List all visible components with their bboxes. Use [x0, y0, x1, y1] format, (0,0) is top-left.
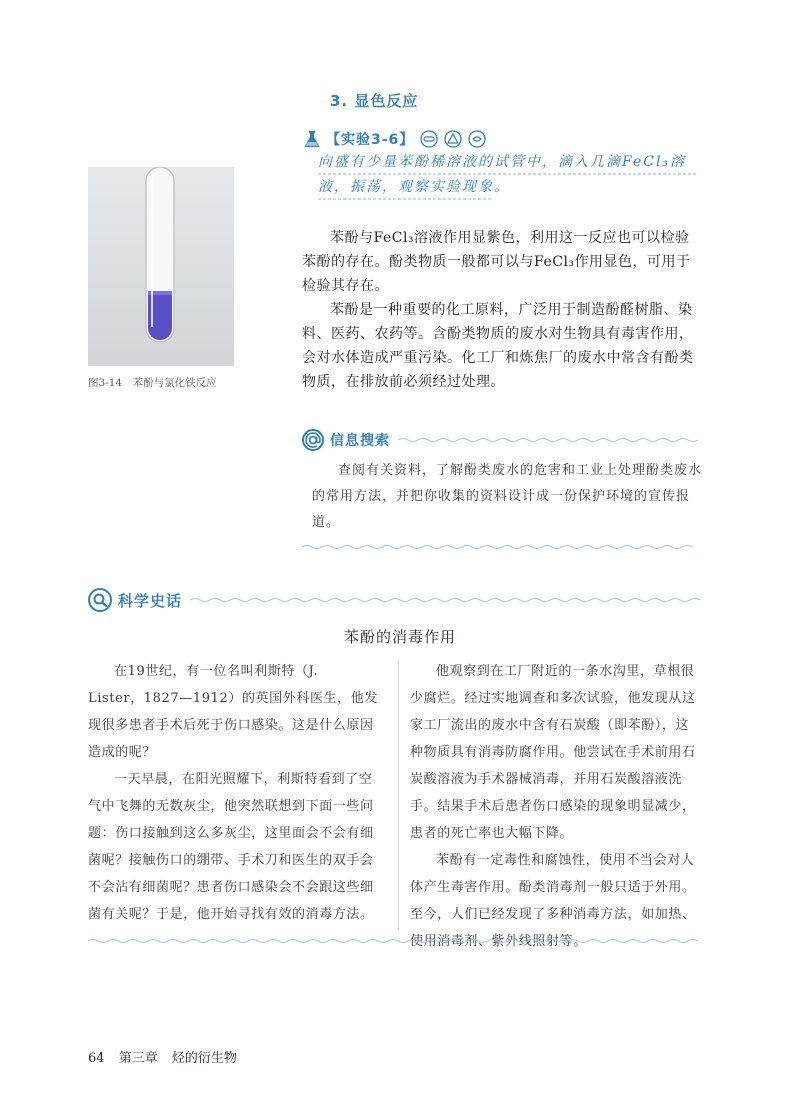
section-title: 3. 显色反应	[330, 92, 419, 110]
info-search-header	[302, 428, 698, 452]
experiment-instruction: 向盛有少量苯酚稀溶液的试管中，滴入几滴FeCl₃溶液，振荡，观察实验现象。	[318, 154, 687, 195]
history-left-paragraph-1: 在19世纪，有一位名叫利斯特（J. Lister，1827—1912）的英国外科医生，他发现很多患者手术后死于伤口感染。这是什么原因造成的呢？	[88, 664, 378, 760]
test-tube-photo	[88, 167, 234, 366]
chapter-number: 第三章	[118, 1051, 158, 1066]
experiment-underline-1	[318, 172, 698, 176]
figure-caption: 图3-14 苯酚与氯化铁反应	[88, 377, 217, 389]
info-search-text: 查阅有关资料，了解酚类废水的危害和工业上处理酚类废水的常用方法，并把你收集的资料设计成一份保护环境的宣传报道。	[312, 463, 703, 530]
info-search-bottom-rule	[302, 544, 692, 550]
page-number: 64	[88, 1051, 105, 1066]
page-footer	[88, 1047, 247, 1066]
science-history-header	[88, 587, 700, 613]
history-left-column	[88, 658, 378, 928]
experiment-flask-icon	[302, 129, 322, 149]
experiment-label: 【实验3-6】	[326, 132, 415, 148]
test-tube-illustration	[88, 167, 234, 366]
history-right-paragraph-1: 他观察到在工厂附近的一条水沟里，草根很少腐烂。经过实地调查和多次试验，他发现从这家工厂流出的废水中含有石炭酸（即苯酚），这种物质具有消毒防腐作用。他尝试在手术前用石炭酸溶液为手术器械消毒，并用石炭酸溶液洗手。结果手术后患者伤口感染的现象明显减少，患者的死亡率也大幅下降。	[410, 664, 696, 841]
science-history-rule	[190, 597, 700, 603]
info-search-heading: 信息搜索	[330, 433, 390, 449]
science-history-bottom-rule	[88, 938, 698, 944]
science-history-heading: 科学史话	[118, 591, 183, 610]
body-paragraph-1: 苯酚与FeCl₃溶液作用显紫色，利用这一反应也可以检验苯酚的存在。酚类物质一般都可以与FeCl₃作用显色，可用于检验其存在。	[302, 230, 691, 294]
history-right-column	[410, 658, 700, 955]
experiment-underline-2	[318, 197, 493, 201]
body-paragraph-2: 苯酚是一种重要的化工原料，广泛用于制造酚醛树脂、染料、医药、农药等。含酚类物质的废水对生物具有毒害作用，会对水体造成严重污染。化工厂和炼焦厂的废水中常含有酚类物质，在排放前必须经过处理。	[302, 302, 694, 390]
history-left-paragraph-2: 一天早晨，在阳光照耀下，利斯特看到了空气中飞舞的无数灰尘，他突然联想到下面一些问题：伤口接触到这么多灰尘，这里面会不会有细菌呢？接触伤口的绷带、手术刀和医生的双手会不会沾有细菌呢？患者伤口感染会不会跟这些细菌有关呢？于是，他开始寻找有效的消毒方法。	[88, 772, 374, 922]
experiment-header	[302, 128, 486, 150]
chapter-title: 烃的衍生物	[171, 1051, 237, 1066]
magnifier-icon	[88, 588, 112, 612]
hand-wash-icon	[468, 130, 486, 148]
at-sign-icon	[302, 429, 324, 451]
flask-warning-icon	[444, 130, 462, 148]
goggles-icon	[420, 130, 438, 148]
history-right-paragraph-2: 苯酚有一定毒性和腐蚀性，使用不当会对人体产生毒害作用。酚类消毒剂一般只适于外用。至今，人们已经发现了多种消毒方法，如加热、使用消毒剂、紫外线照射等。	[410, 853, 696, 949]
column-divider	[398, 660, 399, 930]
science-history-title: 苯酚的消毒作用	[343, 628, 456, 646]
info-search-rule	[398, 437, 698, 443]
